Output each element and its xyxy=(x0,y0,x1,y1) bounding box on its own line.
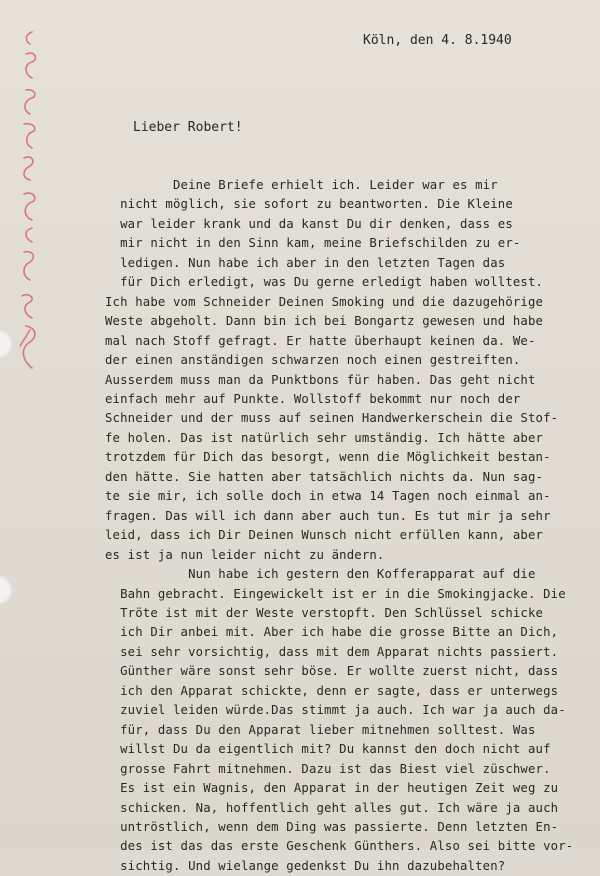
body-line: fragen. Das will ich dann aber auch tun. Es tut mir ja sehr xyxy=(105,508,551,523)
body-line: ich den Apparat schickte, denn er sagte, dass er unterwegs xyxy=(105,683,559,698)
body-line: es ist ja nun leider nicht zu ändern. xyxy=(105,547,385,562)
body-line: sei sehr vorsichtig, dass mit dem Apparat nichts passiert. xyxy=(105,644,559,659)
body-line: schicken. Na, hoffentlich geht alles gut. Ich wäre ja auch xyxy=(105,800,559,815)
body-line: willst Du da eigentlich mit? Du kannst den doch nicht auf xyxy=(105,742,551,757)
body-line: für, dass Du den Apparat lieber mitnehmen solltest. Was xyxy=(105,722,536,737)
body-line: grosse Fahrt mitnehmen. Dazu ist das Biest viel züschwer. xyxy=(105,761,551,776)
body-line: war leider krank und da kanst Du dir denken, dass es xyxy=(105,216,513,231)
body-line: Schneider und der muss auf seinen Handwerkerschein die Stof- xyxy=(105,411,559,426)
body-line: Ich habe vom Schneider Deinen Smoking und die dazugehörige xyxy=(105,294,544,309)
letter-body xyxy=(105,176,595,876)
body-line: Tröte ist mit der Weste verstopft. Den Schlüssel schicke xyxy=(105,605,544,620)
body-line: Nun habe ich gestern den Kofferapparat auf die xyxy=(105,567,536,582)
body-line: Weste abgeholt. Dann bin ich bei Bongartz gewesen und habe xyxy=(105,314,544,329)
body-line: te sie mir, ich solle doch in etwa 14 Tagen noch einmal an- xyxy=(105,489,551,504)
punch-hole xyxy=(0,576,14,604)
body-line: des ist das das erste Geschenk Günthers. Also sei bitte vor- xyxy=(105,839,574,854)
body-line: Es ist ein Wagnis, den Apparat in der heutigen Zeit weg zu xyxy=(105,781,559,796)
body-line: für Dich erledigt, was Du gerne erledigt haben wolltest. xyxy=(105,275,544,290)
body-line: sichtig. Und wielange gedenkst Du ihn dazubehalten? xyxy=(105,858,506,873)
body-line: Bahn gebracht. Eingewickelt ist er in die Smokingjacke. Die xyxy=(105,586,566,601)
body-line: leid, dass ich Dir Deinen Wunsch nicht erfüllen kann, aber xyxy=(105,528,544,543)
body-line: fe holen. Das ist natürlich sehr umständig. Ich hätte aber xyxy=(105,430,544,445)
body-line: ledigen. Nun habe ich aber in den letzten Tagen das xyxy=(105,255,506,270)
body-line: Deine Briefe erhielt ich. Leider war es mir xyxy=(105,178,498,192)
body-line: nicht möglich, sie sofort zu beantworten. Die Kleine xyxy=(105,197,513,212)
body-line: den hätte. Sie hatten aber tatsächlich nichts da. Nun sag- xyxy=(105,469,544,484)
body-line: einfach mehr auf Punkte. Wollstoff bekommt nur noch der xyxy=(105,391,521,406)
body-line: untröstlich, wenn dem Ding was passierte. Denn letzten En- xyxy=(105,819,559,834)
body-line: ich Dir anbei mit. Aber ich habe die grosse Bitte an Dich, xyxy=(105,625,559,640)
body-line: der einen anständigen schwarzen noch einen gestreiften. xyxy=(105,353,521,368)
body-line: Ausserdem muss man da Punktbons für haben. Das geht nicht xyxy=(105,372,536,387)
body-line: mir nicht in den Sinn kam, meine Briefschilden zu er- xyxy=(105,236,521,251)
handwritten-margin-note xyxy=(10,30,42,370)
body-line: Günther wäre sonst sehr böse. Er wollte zuerst nicht, dass xyxy=(105,664,559,679)
margin-note-text xyxy=(11,24,29,364)
salutation: Lieber Robert! xyxy=(133,120,243,135)
body-line: zuviel leiden würde.Das stimmt ja auch. Ich war ja auch da- xyxy=(105,703,566,718)
body-line: trotzdem für Dich das besorgt, wenn die Möglichkeit bestan- xyxy=(105,450,551,465)
letter-date: Köln, den 4. 8.1940 xyxy=(363,33,512,48)
body-line: mal nach Stoff gefragt. Er hatte überhaupt keinen da. We- xyxy=(105,333,536,348)
